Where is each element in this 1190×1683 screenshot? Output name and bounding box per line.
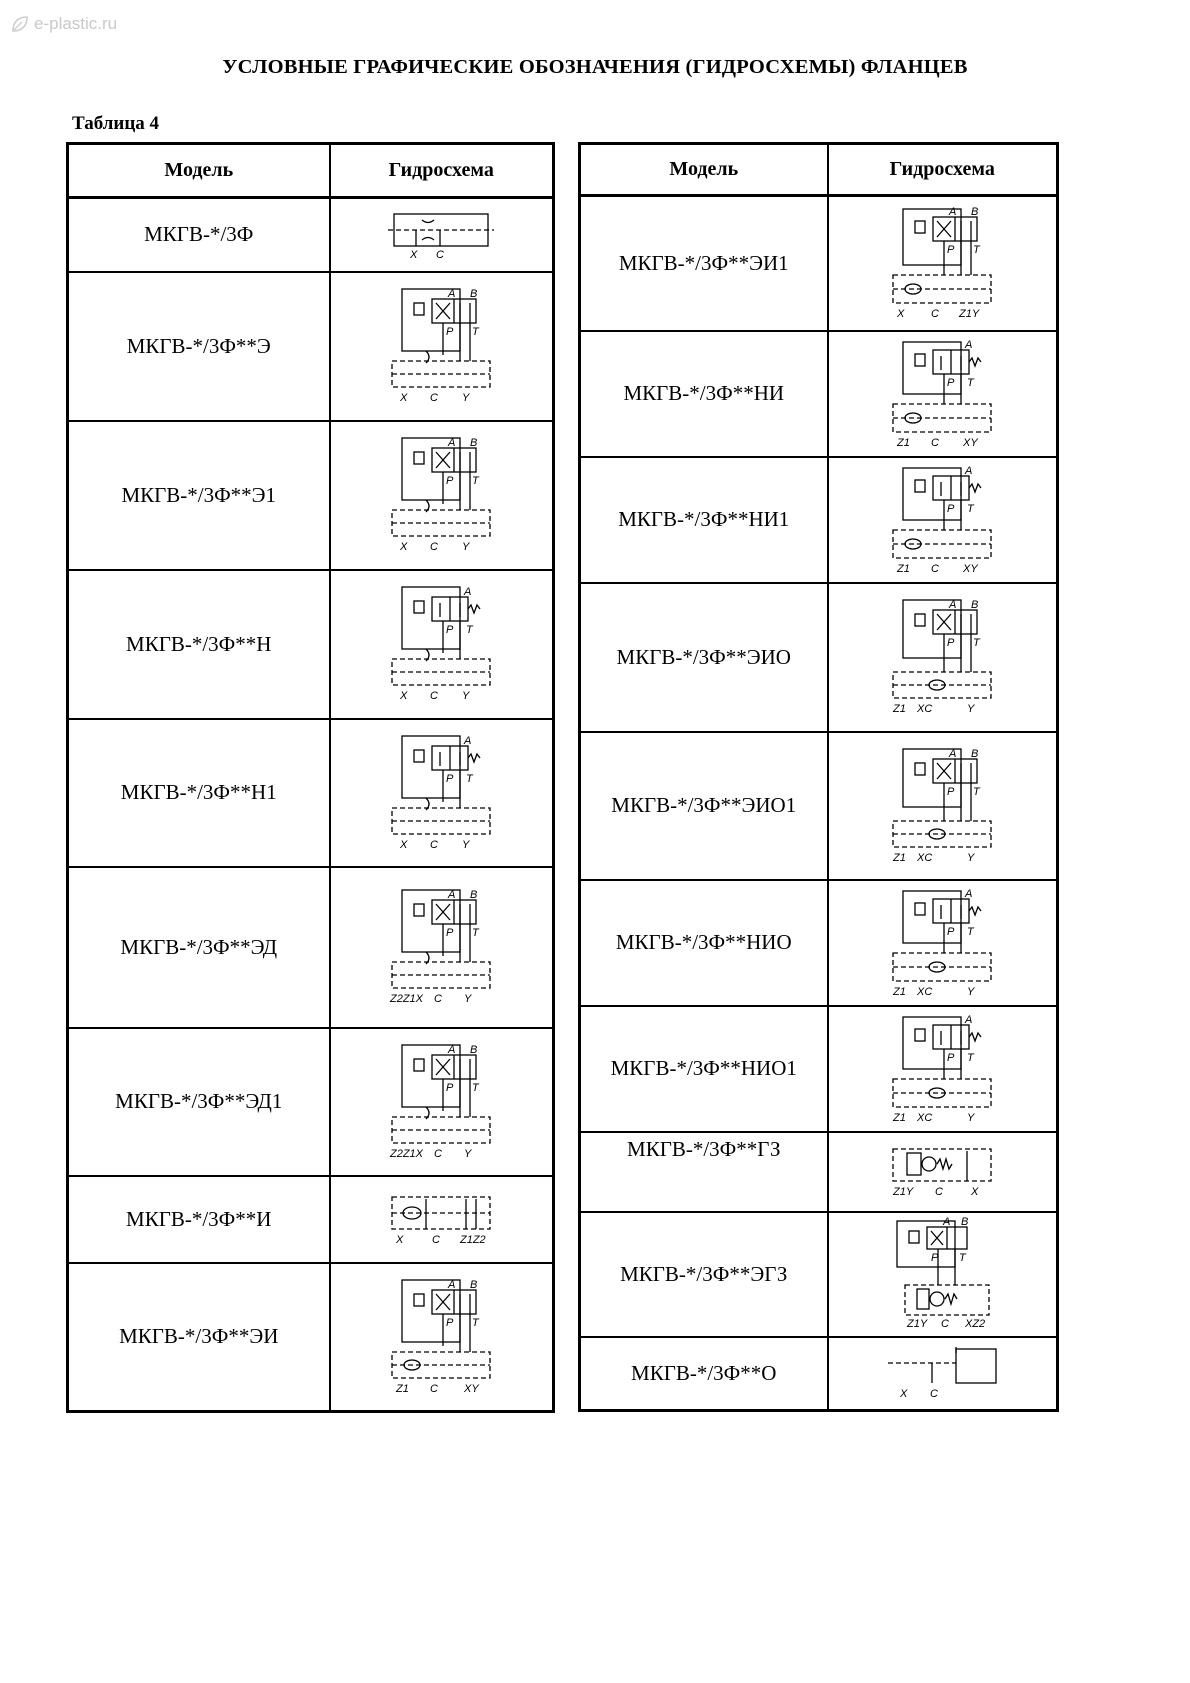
solenoid-valve-diagram: [386, 430, 496, 560]
scheme-cell: [330, 1263, 554, 1412]
throttle-flange-diagram: [386, 208, 496, 262]
port-label: Y: [462, 541, 470, 553]
table-row: [580, 732, 1058, 880]
solenoid-valve-diagram: [887, 201, 997, 325]
hydrolock-flange-diagram: [887, 1141, 997, 1203]
port-label: Y: [464, 993, 472, 1005]
port-label: Y: [462, 690, 470, 702]
scheme-cell: [828, 1132, 1058, 1212]
valve-port-label: P: [446, 475, 454, 487]
scheme-cell: [330, 198, 554, 272]
port-label: X: [897, 308, 905, 321]
valve-port-label: A: [949, 599, 957, 611]
valve-port-label: P: [446, 1081, 454, 1094]
valve-port-label: B: [470, 437, 478, 449]
valve-port-label: T: [466, 624, 473, 636]
solenoid-valve-diagram: [887, 885, 997, 1001]
model-cell: МКГВ-*/3Ф**ЭД1: [68, 1028, 330, 1176]
model-cell: МКГВ-*/3Ф**НИ: [580, 331, 828, 457]
table-caption: Таблица 4: [72, 113, 160, 134]
scheme-cell: [828, 732, 1058, 880]
table-row: [68, 272, 554, 421]
port-label: Z1: [893, 703, 907, 715]
valve-port-label: T: [967, 502, 974, 515]
model-cell: МКГВ-*/3Ф**ЭИ: [68, 1263, 330, 1412]
model-cell: МКГВ-*/3Ф**О: [580, 1337, 828, 1411]
port-label: Z1: [893, 985, 907, 998]
port-label: Y: [464, 1147, 472, 1160]
valve-port-label: A: [965, 464, 973, 477]
valve-port-label: T: [973, 244, 980, 257]
valve-port-label: P: [947, 637, 955, 649]
valve-port-label: T: [466, 772, 473, 785]
port-label: X: [900, 1388, 908, 1401]
valve-port-label: B: [470, 1043, 478, 1056]
table-row: [580, 1337, 1058, 1411]
valve-port-label: A: [464, 734, 472, 747]
port-label: C: [434, 993, 443, 1005]
solenoid-valve-diagram: [386, 281, 496, 411]
port-label: Y: [462, 392, 470, 404]
solenoid-valve-diagram: [386, 1037, 496, 1167]
port-label: Y: [967, 851, 975, 864]
model-cell: МКГВ-*/3Ф**Э1: [68, 421, 330, 570]
port-label: C: [935, 1185, 944, 1198]
table-row: [68, 1263, 554, 1412]
table-row: [580, 1132, 1058, 1212]
scheme-cell: [828, 1337, 1058, 1411]
valve-port-label: B: [971, 206, 979, 219]
solenoid-valve-diagram: [887, 336, 997, 452]
scheme-cell: [330, 867, 554, 1028]
valve-port-label: T: [472, 1081, 479, 1094]
port-label: Z1Y: [959, 308, 980, 321]
valve-port-label: B: [971, 747, 979, 760]
port-label: C: [430, 392, 439, 404]
valve-port-label: B: [470, 889, 478, 901]
solenoid-hydrolock-diagram: [887, 1215, 997, 1333]
table-row: [68, 421, 554, 570]
model-cell: МКГВ-*/3Ф**ГЗ: [580, 1132, 828, 1212]
valve-port-label: B: [971, 599, 979, 611]
valve-port-label: P: [446, 326, 454, 338]
valve-port-label: T: [472, 927, 479, 939]
valve-port-label: A: [448, 1278, 456, 1291]
table-row: [580, 880, 1058, 1006]
port-label: X: [400, 541, 408, 553]
model-cell: МКГВ-*/3Ф**Н: [68, 570, 330, 719]
valve-port-label: P: [947, 785, 955, 798]
port-label: C: [430, 1382, 439, 1395]
solenoid-valve-diagram: [887, 592, 997, 722]
valve-port-label: A: [464, 586, 472, 598]
header-model: Модель: [68, 144, 330, 198]
table-row: [68, 1028, 554, 1176]
scheme-cell: [828, 1006, 1058, 1132]
solenoid-valve-diagram: [887, 462, 997, 578]
valve-port-label: A: [965, 887, 973, 900]
check-valve-flange-diagram: [386, 1189, 496, 1249]
scheme-cell: [330, 421, 554, 570]
table-row: [580, 583, 1058, 732]
table-row: [68, 1176, 554, 1263]
port-label: X: [400, 392, 408, 404]
valve-port-label: T: [472, 475, 479, 487]
port-label: Z1Z2: [460, 1234, 486, 1246]
model-cell: МКГВ-*/3Ф**НИО1: [580, 1006, 828, 1132]
valve-port-label: P: [947, 925, 955, 938]
valve-port-label: P: [446, 927, 454, 939]
valve-port-label: P: [446, 1316, 454, 1329]
port-label: Y: [967, 985, 975, 998]
model-cell: МКГВ-*/3Ф**ЭИО1: [580, 732, 828, 880]
port-label: C: [432, 1234, 441, 1246]
scheme-cell: [828, 880, 1058, 1006]
plug-flange-diagram: [882, 1343, 1002, 1403]
scheme-cell: [330, 272, 554, 421]
port-label: Z2Z1X: [390, 993, 424, 1005]
port-label: X: [396, 1234, 404, 1246]
solenoid-valve-diagram: [386, 579, 496, 709]
port-label: Z1: [897, 562, 911, 575]
scheme-cell: [330, 1176, 554, 1263]
port-label: XC: [917, 703, 933, 715]
scheme-cell: [828, 196, 1058, 331]
port-label: XC: [917, 851, 933, 864]
valve-port-label: A: [965, 338, 973, 351]
table-row: [580, 1006, 1058, 1132]
valve-port-label: P: [947, 502, 955, 515]
model-cell: МКГВ-*/3Ф**Н1: [68, 719, 330, 867]
valve-port-label: A: [448, 288, 456, 300]
port-label: XC: [917, 985, 933, 998]
solenoid-valve-diagram: [887, 1011, 997, 1127]
model-cell: МКГВ-*/3Ф**ЭИ1: [580, 196, 828, 331]
valve-port-label: T: [472, 326, 479, 338]
valve-port-label: T: [967, 1051, 974, 1064]
model-cell: МКГВ-*/3Ф**ЭГЗ: [580, 1212, 828, 1337]
scheme-cell: [330, 719, 554, 867]
model-cell: МКГВ-*/3Ф**НИО: [580, 880, 828, 1006]
scheme-cell: [828, 583, 1058, 732]
port-label: Z1: [396, 1382, 410, 1395]
solenoid-valve-diagram: [386, 1272, 496, 1402]
right-table: [578, 142, 1059, 1412]
port-label: Z1: [897, 436, 911, 449]
port-label: XY: [464, 1382, 479, 1395]
table-row: [68, 867, 554, 1028]
header-model: Модель: [580, 144, 828, 196]
port-label: C: [931, 562, 940, 575]
table-row: [68, 719, 554, 867]
model-cell: МКГВ-*/3Ф**И: [68, 1176, 330, 1263]
valve-port-label: P: [947, 244, 955, 257]
scheme-cell: [828, 1212, 1058, 1337]
port-label: C: [434, 1147, 443, 1160]
valve-port-label: P: [947, 376, 955, 389]
solenoid-valve-diagram: [386, 728, 496, 858]
port-label: Z1: [893, 1111, 907, 1124]
port-label: XC: [917, 1111, 933, 1124]
page-title: УСЛОВНЫЕ ГРАФИЧЕСКИЕ ОБОЗНАЧЕНИЯ (ГИДРОСХЕМЫ) ФЛАНЦЕВ: [222, 56, 968, 78]
table-row: [68, 198, 554, 272]
port-label: C: [941, 1318, 950, 1330]
port-label: C: [436, 248, 445, 261]
port-label: Y: [967, 1111, 975, 1124]
model-cell: МКГВ-*/3Ф: [68, 198, 330, 272]
valve-port-label: A: [448, 1043, 456, 1056]
header-scheme: Гидросхема: [330, 144, 554, 198]
valve-port-label: A: [949, 206, 957, 219]
table-header-row: [68, 144, 554, 198]
valve-port-label: B: [470, 1278, 478, 1291]
valve-port-label: A: [448, 437, 456, 449]
scheme-cell: [330, 1028, 554, 1176]
model-cell: МКГВ-*/3Ф**ЭД: [68, 867, 330, 1028]
port-label: Z1: [893, 851, 907, 864]
port-label: X: [400, 690, 408, 702]
port-label: Z1Y: [893, 1185, 914, 1198]
left-table: [66, 142, 555, 1413]
table-row: [580, 1212, 1058, 1337]
model-cell: МКГВ-*/3Ф**НИ1: [580, 457, 828, 583]
table-row: [580, 331, 1058, 457]
valve-port-label: T: [967, 376, 974, 389]
scheme-cell: [828, 457, 1058, 583]
table-header-row: [580, 144, 1058, 196]
model-cell: МКГВ-*/3Ф**Э: [68, 272, 330, 421]
valve-port-label: P: [947, 1051, 955, 1064]
valve-port-label: T: [973, 785, 980, 798]
valve-port-label: T: [967, 925, 974, 938]
valve-port-label: A: [448, 889, 456, 901]
watermark-text: e-plastic.ru: [34, 14, 118, 33]
leaf-logo-icon: [10, 14, 30, 34]
valve-port-label: T: [472, 1316, 479, 1329]
port-label: X: [410, 248, 418, 261]
port-label: C: [931, 308, 940, 321]
valve-port-label: B: [961, 1216, 969, 1228]
valve-port-label: P: [446, 624, 454, 636]
solenoid-valve-diagram: [887, 741, 997, 871]
table-row: [68, 570, 554, 719]
port-label: C: [931, 436, 940, 449]
port-label: XY: [963, 436, 978, 449]
solenoid-valve-diagram: [386, 882, 496, 1012]
table-row: [580, 457, 1058, 583]
port-label: C: [430, 541, 439, 553]
valve-port-label: P: [931, 1252, 939, 1264]
valve-port-label: P: [446, 772, 454, 785]
port-label: C: [430, 838, 439, 851]
header-scheme: Гидросхема: [828, 144, 1058, 196]
valve-port-label: B: [470, 288, 478, 300]
port-label: Y: [967, 703, 975, 715]
scheme-cell: [828, 331, 1058, 457]
model-cell: МКГВ-*/3Ф**ЭИО: [580, 583, 828, 732]
port-label: X: [971, 1185, 979, 1198]
watermark: [10, 14, 117, 34]
scheme-cell: [330, 570, 554, 719]
valve-port-label: A: [949, 747, 957, 760]
port-label: XY: [963, 562, 978, 575]
port-label: Z2Z1X: [390, 1147, 424, 1160]
valve-port-label: T: [959, 1252, 966, 1264]
valve-port-label: T: [973, 637, 980, 649]
valve-port-label: A: [943, 1216, 951, 1228]
valve-port-label: A: [965, 1013, 973, 1026]
port-label: C: [930, 1388, 939, 1401]
port-label: C: [430, 690, 439, 702]
port-label: XZ2: [965, 1318, 986, 1330]
port-label: Z1Y: [907, 1318, 928, 1330]
table-row: [580, 196, 1058, 331]
port-label: X: [400, 838, 408, 851]
port-label: Y: [462, 838, 470, 851]
